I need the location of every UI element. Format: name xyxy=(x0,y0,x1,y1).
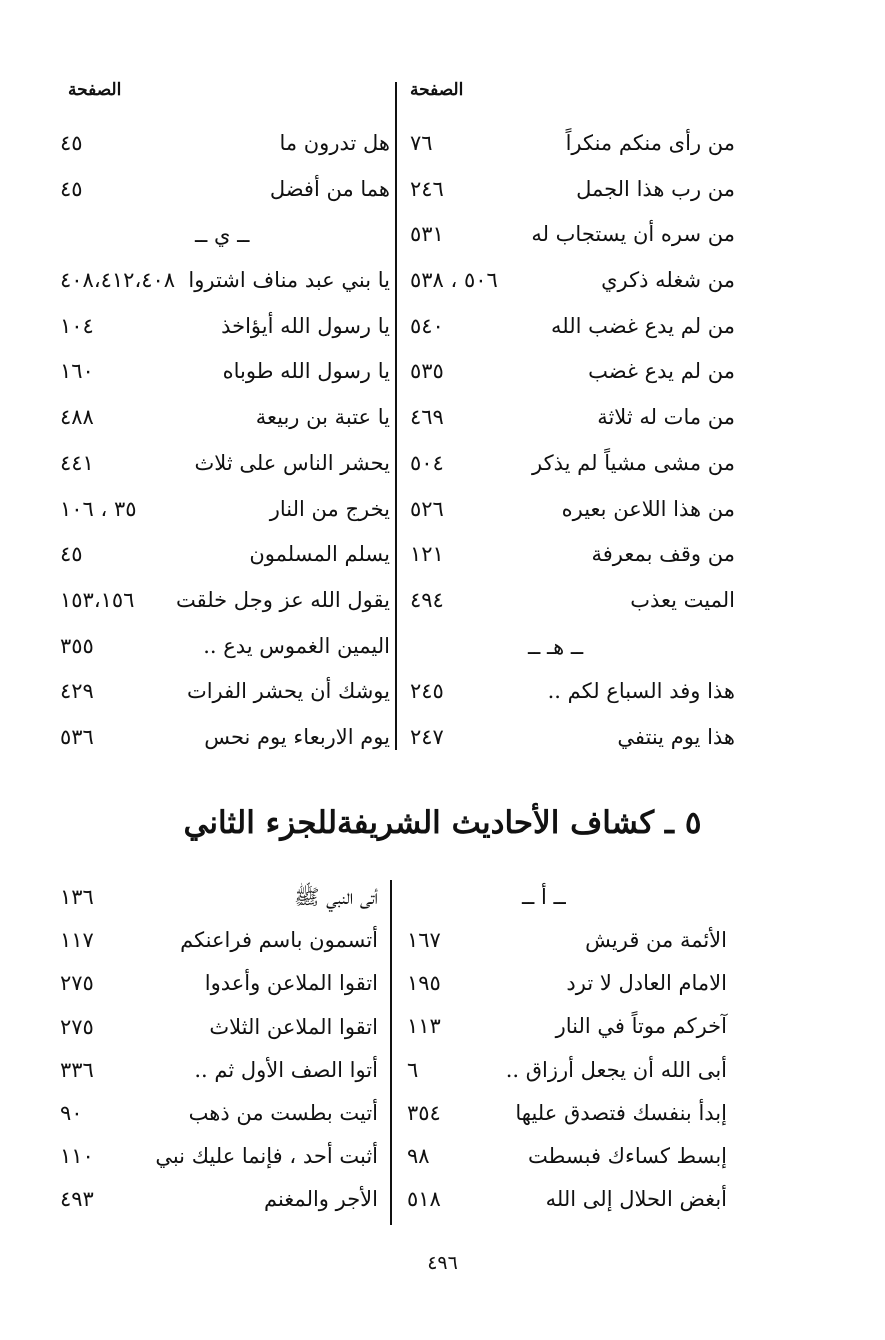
entry-text: يا عتبة بن ربيعة xyxy=(255,405,390,430)
index-entry xyxy=(402,925,727,968)
index-entry xyxy=(60,448,390,494)
entry-text: هذا وفد السباع لكم .. xyxy=(547,679,735,704)
entry-text: من مات له ثلاثة xyxy=(597,405,735,430)
index-entry xyxy=(402,1011,727,1054)
entry-page-number: ٤٤١ xyxy=(60,450,94,475)
section-letter-ya: ــ ي ــ xyxy=(195,223,250,247)
entry-page-number: ٣٥ ، ١٠٦ xyxy=(60,496,137,521)
index-entry xyxy=(405,265,735,311)
entry-page-number: ٥٣١ xyxy=(410,222,444,247)
index-entry xyxy=(405,585,735,631)
entry-text: يحشر الناس على ثلاث xyxy=(194,450,390,475)
entry-text: أتسمون باسم فراعنكم xyxy=(180,928,378,953)
entry-page-number: ٥٠٦ ، ٥٣٨ xyxy=(410,268,498,293)
entry-page-number: ٥٣٥ xyxy=(410,359,444,384)
index-entry xyxy=(60,494,390,540)
index-entry xyxy=(60,1098,378,1141)
entry-text: من شغله ذكري xyxy=(601,268,735,293)
index-entry xyxy=(405,402,735,448)
entry-text: هل تدرون ما xyxy=(279,131,390,155)
index-entry xyxy=(60,631,390,677)
entry-text: الأجر والمغنم xyxy=(263,1187,378,1212)
entry-page-number: ١٠٤ xyxy=(60,313,94,338)
index-entry xyxy=(405,539,735,585)
index-entry xyxy=(405,174,735,220)
entry-text: يا رسول الله أيؤاخذ xyxy=(221,313,390,338)
entry-page-number: ٥٠٤ xyxy=(410,450,444,475)
entry-text: الأئمة من قريش xyxy=(585,928,727,952)
entry-page-number: ٢٧٥ xyxy=(60,971,94,996)
index-entry xyxy=(60,968,378,1011)
entry-page-number: ٣٥٥ xyxy=(60,633,94,658)
entry-text: يخرج من النار xyxy=(269,496,390,521)
entry-page-number: ١١٧ xyxy=(60,928,94,953)
index-entry xyxy=(405,494,735,540)
entry-page-number: ٥٢٦ xyxy=(410,496,444,521)
entry-text: اليمين الغموس يدع .. xyxy=(203,633,390,658)
index-entry xyxy=(405,448,735,494)
entry-text: من رب هذا الجمل xyxy=(576,176,735,201)
index-entry xyxy=(405,676,735,722)
entry-page-number: ٢٤٦ xyxy=(410,176,444,201)
entry-page-number: ٦ xyxy=(407,1057,419,1082)
column-divider-bottom xyxy=(390,880,392,1225)
entry-text: أبغض الحلال إلى الله xyxy=(545,1187,727,1212)
entry-page-number: ٤٦٩ xyxy=(410,405,444,430)
index-entry xyxy=(402,1141,727,1184)
entry-page-number: ٤٩٤ xyxy=(410,587,444,612)
index-entry xyxy=(60,1184,378,1227)
entry-page-number: ٥٤٠ xyxy=(410,313,444,338)
entry-text: آخركم موتاً في النار xyxy=(555,1014,727,1039)
index-entry xyxy=(60,1055,378,1098)
entry-page-number: ١١٣ xyxy=(407,1014,441,1039)
section-letter-alif: ــ أ ــ xyxy=(522,885,566,909)
column-divider-top xyxy=(395,82,397,750)
entry-text: يسلم المسلمون xyxy=(249,542,390,567)
entry-text: يقول الله عز وجل خلقت xyxy=(175,587,390,612)
entry-text: من مشى مشياً لم يذكر xyxy=(532,450,735,475)
entry-page-number: ٥٣٦ xyxy=(60,724,94,749)
entry-text: الميت يعذب xyxy=(630,587,735,612)
index-entry xyxy=(60,1141,378,1184)
entry-page-number: ٣٣٦ xyxy=(60,1057,94,1082)
entry-text: يوم الاربعاء يوم نحس xyxy=(204,724,390,749)
entry-text: إبسط كساءك فبسطت xyxy=(528,1143,727,1168)
index-entry xyxy=(60,925,378,968)
entry-page-number: ٤٥ xyxy=(60,131,83,155)
entry-text: أبى الله أن يجعل أرزاق .. xyxy=(505,1057,727,1082)
entry-page-number: ٩٠ xyxy=(60,1100,83,1125)
entry-page-number: ٢٤٥ xyxy=(410,679,444,704)
index-entry xyxy=(60,265,390,311)
entry-text: هذا يوم ينتفي xyxy=(617,724,735,749)
entry-page-number: ١٥٣،١٥٦ xyxy=(60,587,135,612)
entry-page-number: ٣٥٤ xyxy=(407,1100,441,1125)
entry-text: يوشك أن يحشر الفرات xyxy=(186,679,390,704)
index-entry xyxy=(60,882,378,925)
entry-page-number: ١٦٠ xyxy=(60,359,94,384)
index-entry xyxy=(405,356,735,402)
entry-page-number: ٢٤٧ xyxy=(410,724,444,749)
index-entry xyxy=(60,1012,378,1055)
entry-text: هما من أفضل xyxy=(269,176,390,201)
index-entry xyxy=(402,1098,727,1141)
index-entry xyxy=(402,968,727,1011)
index-entry xyxy=(60,722,390,768)
entry-page-number: ١٣٦ xyxy=(60,885,94,909)
index-entry xyxy=(60,128,390,174)
index-entry xyxy=(60,585,390,631)
page-number: ٤٩٦ xyxy=(427,1252,458,1274)
section-letter-ha: ــ هـ ــ xyxy=(528,635,584,659)
entry-page-number: ٤٥ xyxy=(60,176,83,201)
entry-page-number: ١٢١ xyxy=(410,542,444,567)
index-entry xyxy=(402,1055,727,1098)
entry-text: يا بني عبد مناف اشتروا xyxy=(188,268,390,293)
page-column-header-right: الصفحة xyxy=(410,80,464,100)
index-entry xyxy=(405,219,735,265)
index-entry xyxy=(402,1184,727,1227)
entry-text: من سره أن يستجاب له xyxy=(531,222,735,247)
entry-page-number: ٤٨٨ xyxy=(60,405,94,430)
section-title: ٥ ـ كشاف الأحاديث الشريفةللجزء الثاني xyxy=(183,805,702,841)
entry-page-number: ٩٨ xyxy=(407,1143,430,1168)
index-entry xyxy=(60,356,390,402)
entry-page-number: ٤٢٩ xyxy=(60,679,94,704)
entry-page-number: ٤٥ xyxy=(60,542,83,567)
entry-text: اتقوا الملاعن وأعدوا xyxy=(204,971,378,996)
entry-text: أثبت أحد ، فإنما عليك نبي xyxy=(155,1144,378,1169)
index-column-bottom-right xyxy=(402,925,727,1227)
entry-page-number: ٤٩٣ xyxy=(60,1187,94,1212)
entry-page-number: ٥١٨ xyxy=(407,1187,441,1212)
entry-page-number: ٤٠٨،٤١٢،٤٠٨ xyxy=(60,268,176,293)
entry-page-number: ١٩٥ xyxy=(407,971,441,996)
entry-text: اتقوا الملاعن الثلاث xyxy=(209,1014,378,1039)
entry-text: من لم يدع غضب الله xyxy=(551,313,735,338)
index-column-top-right xyxy=(405,128,735,768)
index-entry xyxy=(60,174,390,220)
entry-text: من هذا اللاعن بعيره xyxy=(561,496,735,521)
entry-page-number: ١٦٧ xyxy=(407,928,441,952)
index-entry xyxy=(405,311,735,357)
entry-page-number: ٢٧٥ xyxy=(60,1014,94,1039)
index-entry xyxy=(405,128,735,174)
index-entry xyxy=(60,311,390,357)
index-entry xyxy=(60,402,390,448)
entry-page-number: ٧٦ xyxy=(410,131,433,155)
entry-text: من لم يدع غضب xyxy=(588,359,735,384)
index-entry xyxy=(60,539,390,585)
entry-text: من رأى منكم منكراً xyxy=(565,131,735,155)
entry-text: أتى النبي ﷺ xyxy=(294,885,378,909)
index-entry xyxy=(405,722,735,768)
index-entry xyxy=(60,676,390,722)
index-column-bottom-left xyxy=(60,882,378,1228)
entry-text: من وقف بمعرفة xyxy=(591,542,735,567)
entry-text: أتيت بطست من ذهب xyxy=(188,1100,378,1125)
entry-text: الامام العادل لا ترد xyxy=(566,971,727,996)
entry-text: إبدأ بنفسك فتصدق عليها xyxy=(515,1100,727,1125)
entry-page-number: ١١٠ xyxy=(60,1144,94,1169)
page-column-header-left: الصفحة xyxy=(68,80,122,100)
entry-text: أتوا الصف الأول ثم .. xyxy=(194,1057,378,1082)
entry-text: يا رسول الله طوباه xyxy=(222,359,390,384)
